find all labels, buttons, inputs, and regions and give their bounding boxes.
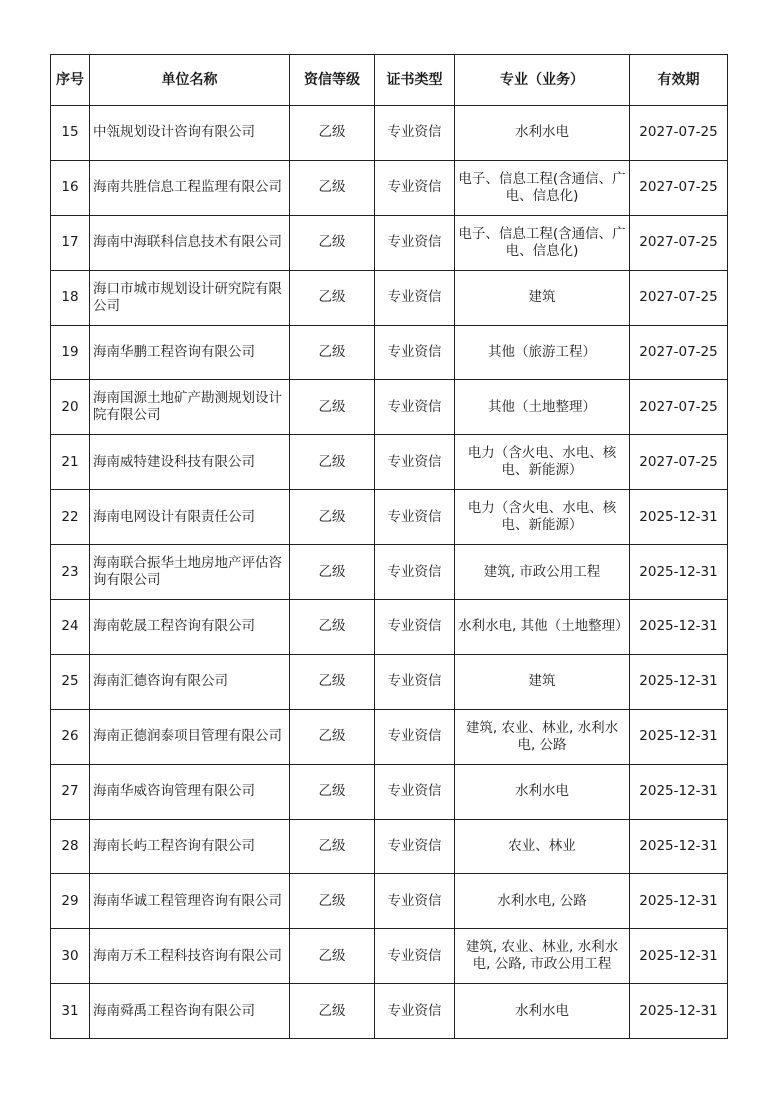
cell-credit-grade: 乙级	[290, 984, 375, 1039]
cell-valid-until: 2025-12-31	[630, 819, 728, 874]
cell-company-name: 海南中海联科信息技术有限公司	[90, 215, 290, 270]
table-row	[51, 160, 728, 215]
cell-credit-grade: 乙级	[290, 654, 375, 709]
cell-valid-until: 2025-12-31	[630, 874, 728, 929]
cell-certificate-type: 专业资信	[375, 600, 455, 655]
cell-serial-no: 27	[51, 764, 90, 819]
cell-certificate-type: 专业资信	[375, 874, 455, 929]
cell-company-name: 海南万禾工程科技咨询有限公司	[90, 929, 290, 984]
cell-credit-grade: 乙级	[290, 435, 375, 490]
cell-credit-grade: 乙级	[290, 929, 375, 984]
cell-company-name: 海南长屿工程咨询有限公司	[90, 819, 290, 874]
cell-certificate-type: 专业资信	[375, 160, 455, 215]
cell-certificate-type: 专业资信	[375, 764, 455, 819]
cell-company-name: 海南华威咨询管理有限公司	[90, 764, 290, 819]
cell-credit-grade: 乙级	[290, 709, 375, 764]
cell-specialty: 水利水电	[455, 106, 630, 161]
cell-valid-until: 2027-07-25	[630, 160, 728, 215]
cell-valid-until: 2027-07-25	[630, 380, 728, 435]
table-row	[51, 270, 728, 325]
cell-valid-until: 2025-12-31	[630, 490, 728, 545]
table-row	[51, 380, 728, 435]
cell-serial-no: 15	[51, 106, 90, 161]
cell-certificate-type: 专业资信	[375, 490, 455, 545]
cell-company-name: 海南正德润泰项目管理有限公司	[90, 709, 290, 764]
cell-certificate-type: 专业资信	[375, 984, 455, 1039]
cell-credit-grade: 乙级	[290, 874, 375, 929]
cell-certificate-type: 专业资信	[375, 270, 455, 325]
cell-serial-no: 24	[51, 600, 90, 655]
cell-company-name: 海南汇德咨询有限公司	[90, 654, 290, 709]
cell-valid-until: 2025-12-31	[630, 600, 728, 655]
cell-certificate-type: 专业资信	[375, 435, 455, 490]
cell-valid-until: 2027-07-25	[630, 435, 728, 490]
header-certificate-type: 证书类型	[375, 55, 455, 106]
cell-credit-grade: 乙级	[290, 270, 375, 325]
table-row	[51, 325, 728, 380]
cell-serial-no: 26	[51, 709, 90, 764]
cell-serial-no: 23	[51, 545, 90, 600]
cell-serial-no: 20	[51, 380, 90, 435]
table-row	[51, 764, 728, 819]
table-row	[51, 709, 728, 764]
cell-valid-until: 2025-12-31	[630, 984, 728, 1039]
cell-serial-no: 19	[51, 325, 90, 380]
cell-credit-grade: 乙级	[290, 600, 375, 655]
cell-credit-grade: 乙级	[290, 819, 375, 874]
table-row	[51, 819, 728, 874]
cell-credit-grade: 乙级	[290, 380, 375, 435]
cell-specialty: 水利水电, 其他（土地整理）	[455, 600, 630, 655]
cell-serial-no: 17	[51, 215, 90, 270]
table-row	[51, 215, 728, 270]
cell-serial-no: 30	[51, 929, 90, 984]
cell-credit-grade: 乙级	[290, 764, 375, 819]
cell-serial-no: 18	[51, 270, 90, 325]
table-row	[51, 435, 728, 490]
header-serial-no: 序号	[51, 55, 90, 106]
cell-specialty: 电力（含火电、水电、核电、新能源）	[455, 435, 630, 490]
cell-specialty: 建筑, 市政公用工程	[455, 545, 630, 600]
cell-certificate-type: 专业资信	[375, 215, 455, 270]
cell-valid-until: 2027-07-25	[630, 106, 728, 161]
cell-valid-until: 2025-12-31	[630, 545, 728, 600]
cell-company-name: 海南共胜信息工程监理有限公司	[90, 160, 290, 215]
table-row	[51, 984, 728, 1039]
header-specialty: 专业（业务）	[455, 55, 630, 106]
cell-credit-grade: 乙级	[290, 490, 375, 545]
cell-serial-no: 22	[51, 490, 90, 545]
cell-certificate-type: 专业资信	[375, 106, 455, 161]
cell-certificate-type: 专业资信	[375, 380, 455, 435]
cell-company-name: 海南威特建设科技有限公司	[90, 435, 290, 490]
table-row	[51, 545, 728, 600]
cell-company-name: 海南舜禹工程咨询有限公司	[90, 984, 290, 1039]
qualification-table	[50, 54, 728, 1039]
cell-specialty: 水利水电	[455, 984, 630, 1039]
cell-serial-no: 16	[51, 160, 90, 215]
cell-serial-no: 21	[51, 435, 90, 490]
cell-certificate-type: 专业资信	[375, 545, 455, 600]
cell-company-name: 海南联合振华土地房地产评估咨询有限公司	[90, 545, 290, 600]
cell-company-name: 海南华鹏工程咨询有限公司	[90, 325, 290, 380]
cell-certificate-type: 专业资信	[375, 654, 455, 709]
cell-certificate-type: 专业资信	[375, 819, 455, 874]
table-row	[51, 929, 728, 984]
cell-company-name: 海南电网设计有限责任公司	[90, 490, 290, 545]
table-row	[51, 654, 728, 709]
cell-valid-until: 2025-12-31	[630, 764, 728, 819]
cell-serial-no: 25	[51, 654, 90, 709]
table-row	[51, 600, 728, 655]
table-row	[51, 874, 728, 929]
cell-valid-until: 2025-12-31	[630, 929, 728, 984]
cell-serial-no: 28	[51, 819, 90, 874]
cell-specialty: 其他（旅游工程）	[455, 325, 630, 380]
cell-specialty: 电子、信息工程(含通信、广电、信息化)	[455, 215, 630, 270]
cell-credit-grade: 乙级	[290, 325, 375, 380]
cell-credit-grade: 乙级	[290, 215, 375, 270]
cell-company-name: 海口市城市规划设计研究院有限公司	[90, 270, 290, 325]
cell-serial-no: 31	[51, 984, 90, 1039]
cell-company-name: 中瓴规划设计咨询有限公司	[90, 106, 290, 161]
cell-certificate-type: 专业资信	[375, 709, 455, 764]
header-valid-until: 有效期	[630, 55, 728, 106]
cell-specialty: 电子、信息工程(含通信、广电、信息化)	[455, 160, 630, 215]
cell-certificate-type: 专业资信	[375, 325, 455, 380]
cell-specialty: 建筑	[455, 270, 630, 325]
table-row	[51, 106, 728, 161]
cell-company-name: 海南华诚工程管理咨询有限公司	[90, 874, 290, 929]
cell-credit-grade: 乙级	[290, 545, 375, 600]
cell-certificate-type: 专业资信	[375, 929, 455, 984]
cell-specialty: 水利水电, 公路	[455, 874, 630, 929]
cell-specialty: 农业、林业	[455, 819, 630, 874]
cell-specialty: 水利水电	[455, 764, 630, 819]
header-company-name: 单位名称	[90, 55, 290, 106]
cell-specialty: 建筑	[455, 654, 630, 709]
cell-specialty: 建筑, 农业、林业, 水利水电, 公路	[455, 709, 630, 764]
table-header-row	[51, 55, 728, 106]
header-credit-grade: 资信等级	[290, 55, 375, 106]
cell-valid-until: 2027-07-25	[630, 270, 728, 325]
cell-valid-until: 2027-07-25	[630, 215, 728, 270]
cell-company-name: 海南乾晟工程咨询有限公司	[90, 600, 290, 655]
cell-valid-until: 2025-12-31	[630, 654, 728, 709]
cell-valid-until: 2025-12-31	[630, 709, 728, 764]
cell-credit-grade: 乙级	[290, 160, 375, 215]
cell-valid-until: 2027-07-25	[630, 325, 728, 380]
cell-company-name: 海南国源土地矿产勘测规划设计院有限公司	[90, 380, 290, 435]
cell-specialty: 电力（含火电、水电、核电、新能源）	[455, 490, 630, 545]
cell-specialty: 建筑, 农业、林业, 水利水电, 公路, 市政公用工程	[455, 929, 630, 984]
cell-serial-no: 29	[51, 874, 90, 929]
cell-specialty: 其他（土地整理）	[455, 380, 630, 435]
table-row	[51, 490, 728, 545]
cell-credit-grade: 乙级	[290, 106, 375, 161]
